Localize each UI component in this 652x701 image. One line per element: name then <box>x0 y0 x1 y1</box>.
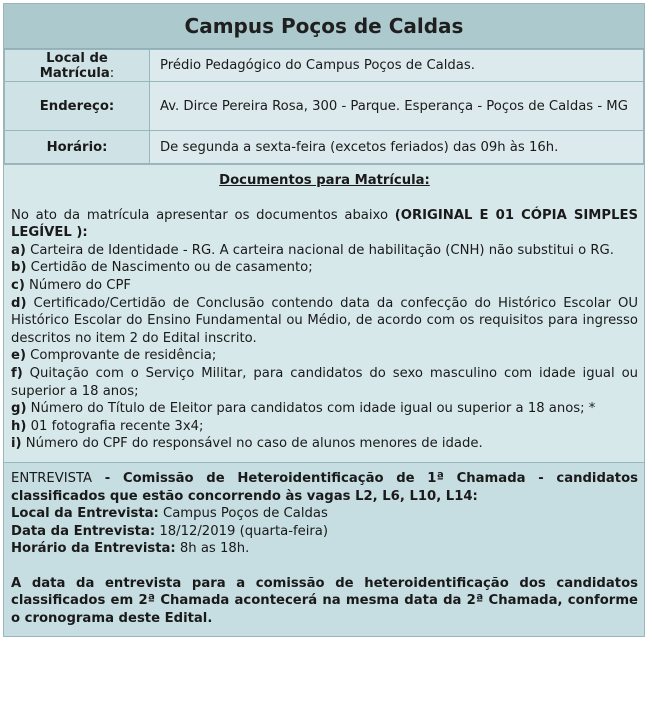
list-item-text: 01 fotografia recente 3x4; <box>26 418 204 434</box>
endereco-value: Av. Dirce Pereira Rosa, 300 - Parque. Esperança - Poços de Caldas - MG <box>150 82 644 131</box>
list-item-text: Certificado/Certidão de Conclusão contendo data da confecção do Histórico Escolar OU Histórico Escolar do Ensino Fundamental ou Médio, de acordo com os requisitos para ingresso descritos no item 2 do Edital inscrito. <box>11 295 638 346</box>
entrevista-local-value: Campus Poços de Caldas <box>158 506 328 522</box>
entrevista-horario-label: Horário da Entrevista: <box>11 541 176 557</box>
documents-intro-bold: (ORIGINAL E 01 CÓPIA SIMPLES LEGÍVEL ): <box>11 207 639 241</box>
list-item <box>11 400 638 418</box>
documents-intro-text: No ato da matrícula apresentar os documentos abaixo <box>11 207 395 223</box>
entrevista-horario <box>11 540 638 558</box>
documents-list <box>11 242 638 453</box>
entrevista-note: A data da entrevista para a comissão de heteroidentificação dos candidatos classificados em 2ª Chamada acontecerá na mesma data da 2ª Chamada, conforme o cronograma deste Edital. <box>11 575 638 627</box>
list-item <box>11 242 638 260</box>
list-item <box>11 347 638 365</box>
documents-heading: Documentos para Matrícula: <box>219 173 430 188</box>
list-item <box>11 365 638 400</box>
list-item-letter: a) <box>11 242 26 258</box>
list-item <box>11 277 638 295</box>
entrevista-heading-normal: ENTREVISTA <box>11 470 93 486</box>
entrevista-local <box>11 505 638 523</box>
table-row <box>5 50 644 82</box>
horario-label: Horário: <box>5 131 150 164</box>
entrevista-section <box>4 462 644 636</box>
list-item-text: Número do CPF <box>24 277 132 293</box>
page-title: Campus Poços de Caldas <box>4 4 644 49</box>
list-item-letter: i) <box>11 436 22 452</box>
local-value: Prédio Pedagógico do Campus Poços de Caldas. <box>150 50 644 82</box>
list-item-text: Número do Título de Eleitor para candidatos com idade igual ou superior a 18 anos; * <box>26 401 596 417</box>
entrevista-data-value: 18/12/2019 (quarta-feira) <box>155 523 329 539</box>
table-row <box>5 82 644 131</box>
list-item-letter: f) <box>11 365 23 381</box>
entrevista-heading-bold: - Comissão de Heteroidentificação de 1ª Chamada - candidatos classificados que estão concorrendo às vagas L2, L6, L10, L14: <box>11 470 638 504</box>
list-item-text: Comprovante de residência; <box>25 348 217 364</box>
local-label: Local de Matrícula <box>39 50 110 81</box>
list-item-text: Número do CPF do responsável no caso de alunos menores de idade. <box>21 436 483 452</box>
list-item <box>11 295 638 348</box>
list-item-text: Certidão de Nascimento ou de casamento; <box>26 260 313 276</box>
list-item <box>11 435 638 453</box>
list-item-text: Carteira de Identidade - RG. A carteira nacional de habilitação (CNH) não substitui o RG. <box>25 242 614 258</box>
list-item-letter: d) <box>11 295 27 311</box>
endereco-label: Endereço: <box>5 82 150 131</box>
entrevista-data-label: Data da Entrevista: <box>11 523 156 539</box>
horario-value: De segunda a sexta-feira (excetos feriados) das 09h às 16h. <box>150 131 644 164</box>
list-item <box>11 418 638 436</box>
list-item-letter: e) <box>11 348 26 364</box>
entrevista-heading <box>11 470 638 505</box>
list-item <box>11 259 638 277</box>
list-item-letter: c) <box>11 277 25 293</box>
documents-intro <box>11 207 638 242</box>
documents-section <box>4 164 644 462</box>
entrevista-horario-value: 8h as 18h. <box>175 541 250 557</box>
entrevista-data <box>11 523 638 541</box>
list-item-letter: g) <box>11 401 27 417</box>
list-item-text: Quitação com o Serviço Militar, para candidatos do sexo masculino com idade igual ou superior a 18 anos; <box>11 365 638 399</box>
local-label-colon: : <box>109 65 115 81</box>
list-item-letter: b) <box>11 260 27 276</box>
enrollment-info-panel <box>3 3 645 637</box>
list-item-letter: h) <box>11 418 27 434</box>
entrevista-local-label: Local da Entrevista: <box>11 506 159 522</box>
enrollment-info-table <box>4 49 644 164</box>
table-row <box>5 131 644 164</box>
local-label-cell <box>5 50 150 82</box>
